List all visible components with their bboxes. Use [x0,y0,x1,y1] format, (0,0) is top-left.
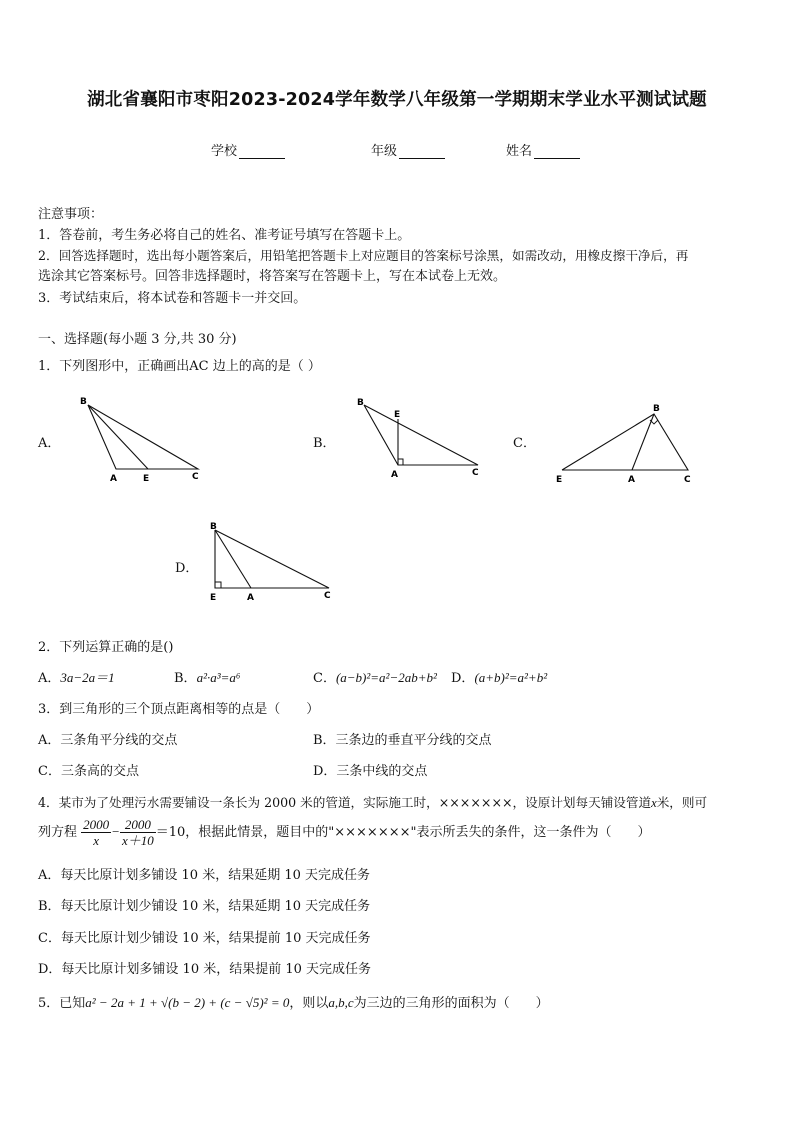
q4-option-d: D．每天比原计划多铺设 10 米，结果提前 10 天完成任务 [38,962,372,977]
page-title: 湖北省襄阳市枣阳2023-2024学年数学八年级第一学期期末学业水平测试试题 [87,90,707,110]
note-1: 1．答卷前，考生务必将自己的姓名、准考证号填写在答题卡上。 [38,228,411,243]
q5-prefix: 5．已知 [38,996,86,1011]
notes-heading: 注意事项： [38,207,104,222]
q1a-point-b: B [80,397,87,407]
q4-variable-x: x [651,796,657,810]
q4-fraction-2 [120,817,156,848]
q1c-point-c: C [684,475,691,485]
q1d-point-c: C [324,591,331,601]
q3-stem: 3．到三角形的三个顶点距离相等的点是（ ） [38,702,320,717]
q1c-triangle [562,414,688,470]
school-label: 学校 [211,144,238,159]
q1d-point-b: B [210,522,217,532]
q1-option-c-label: C． [513,436,536,451]
q2-stem: 2．下列运算正确的是() [38,640,174,655]
note-2-line2: 选涂其它答案标号。回答非选择题时，将答案写在答题卡上，写在本试卷上无效。 [38,269,507,284]
q3-option-d: D．三条中线的交点 [313,764,428,779]
q5-variables: a,b,c [328,995,354,1010]
q3-option-a: A．三条角平分线的交点 [38,733,178,748]
name-field [506,140,580,159]
q1-figure-c [550,398,700,488]
q2-option-d [451,667,547,686]
q1b-point-a: A [391,470,398,480]
q1-option-a-label: A． [38,436,61,451]
q2-option-d-label: D． [451,671,475,686]
q2-option-d-expr: (a+b)²=a²+b² [474,670,548,685]
q3-option-c: C．三条高的交点 [38,764,139,779]
q1b-right-angle [398,459,403,465]
q4-option-a: A．每天比原计划多铺设 10 米，结果延期 10 天完成任务 [38,868,371,883]
q4-stem-suffix: ，根据此情景，题目中的"×××××××"表示所丢失的条件，这一条件为（ ） [185,825,651,840]
name-blank [534,146,580,159]
q1-option-b-label: B． [313,436,336,451]
q2-option-c-expr: (a−b)²=a²−2ab+b² [335,670,437,685]
q4-option-b: B．每天比原计划少铺设 10 米，结果延期 10 天完成任务 [38,899,371,914]
q4-fraction-1 [81,817,111,848]
q5-middle: ，则以 [289,996,329,1011]
name-label: 姓名 [506,144,533,159]
q2-option-b-expr: a²·a³=a⁶ [196,670,241,685]
q4-stem-prefix: 列方程 [38,825,78,840]
q5-tail: 为三边的三角形的面积为（ ） [353,996,549,1011]
q1c-point-a: A [628,475,635,485]
q2-option-a-expr: 3a−2a＝1 [60,670,115,685]
q1d-point-e: E [210,593,217,603]
q1c-point-b: B [653,404,660,414]
q1a-point-e: E [143,474,150,484]
q1d-triangle [215,530,329,588]
q2-option-a [38,667,115,686]
q1-figure-d [205,518,345,608]
q4-equation-tail: ＝10 [155,825,186,840]
school-field [211,140,285,159]
q2-option-b-label: B． [174,671,197,686]
q1-option-d-label: D． [175,561,199,576]
school-blank [239,146,285,159]
q4-fraction-2-numerator: 2000 [124,817,151,832]
q1a-point-a: A [110,474,117,484]
q1b-point-b: B [357,398,364,408]
q1a-point-c: C [192,472,199,482]
section-1-heading: 一、选择题(每小题 3 分,共 30 分) [38,332,237,347]
q1b-point-c: C [472,468,479,478]
q4-fraction-1-numerator: 2000 [83,817,110,832]
q1c-point-e: E [556,475,563,485]
q1d-point-a: A [247,593,254,603]
q5-equation: a² − 2a + 1 + √(b − 2) + (c − √5)² = 0 [85,995,290,1010]
grade-field [371,140,445,159]
q1c-segment-ba [632,414,654,470]
note-2-line1: 2．回答选择题时，选出每小题答案后，用铅笔把答题卡上对应题目的答案标号涂黑，如需改动，用橡皮擦干净后，再 [38,248,689,263]
q1d-right-angle [215,582,221,588]
q1-figure-a [76,393,206,485]
q2-option-b [174,667,240,686]
q1-stem: 1．下列图形中，正确画出AC 边上的高的是（ ） [38,359,321,374]
q2-option-a-label: A． [38,671,61,686]
q1b-point-e: E [394,410,401,420]
q1-figure-b [352,393,488,485]
note-3: 3．考试结束后，将本试卷和答题卡一并交回。 [38,291,307,306]
q4-option-c: C．每天比原计划少铺设 10 米，结果提前 10 天完成任务 [38,931,371,946]
q2-option-c [313,667,437,686]
q2-option-c-label: C． [313,671,336,686]
grade-blank [399,146,445,159]
q1a-segment-be [88,405,148,469]
q4-stem-text: 4．某市为了处理污水需要铺设一条长为 2000 米的管道，实际施工时，×××××××，设原计划每天铺设管道 [38,795,652,810]
q4-fraction-2-denominator: x＋10 [121,833,154,848]
q4-fraction-1-denominator: x [81,832,111,848]
q1b-triangle [364,405,478,465]
grade-label: 年级 [371,144,398,159]
q3-option-b: B．三条边的垂直平分线的交点 [313,733,492,748]
q5-stem [38,992,549,1011]
q1a-triangle [88,405,198,469]
q4-stem-end: 米，则可 [656,795,708,810]
q4-stem-line1 [38,792,707,811]
q4-stem-line2: 列方程 $\frac{2000}{x}$ − $\frac{2000}{x+10}$ ＝10，根据此情景，题目中的"×××××××"表示所丢失的条件，这一条件为（ ） [38,817,651,848]
